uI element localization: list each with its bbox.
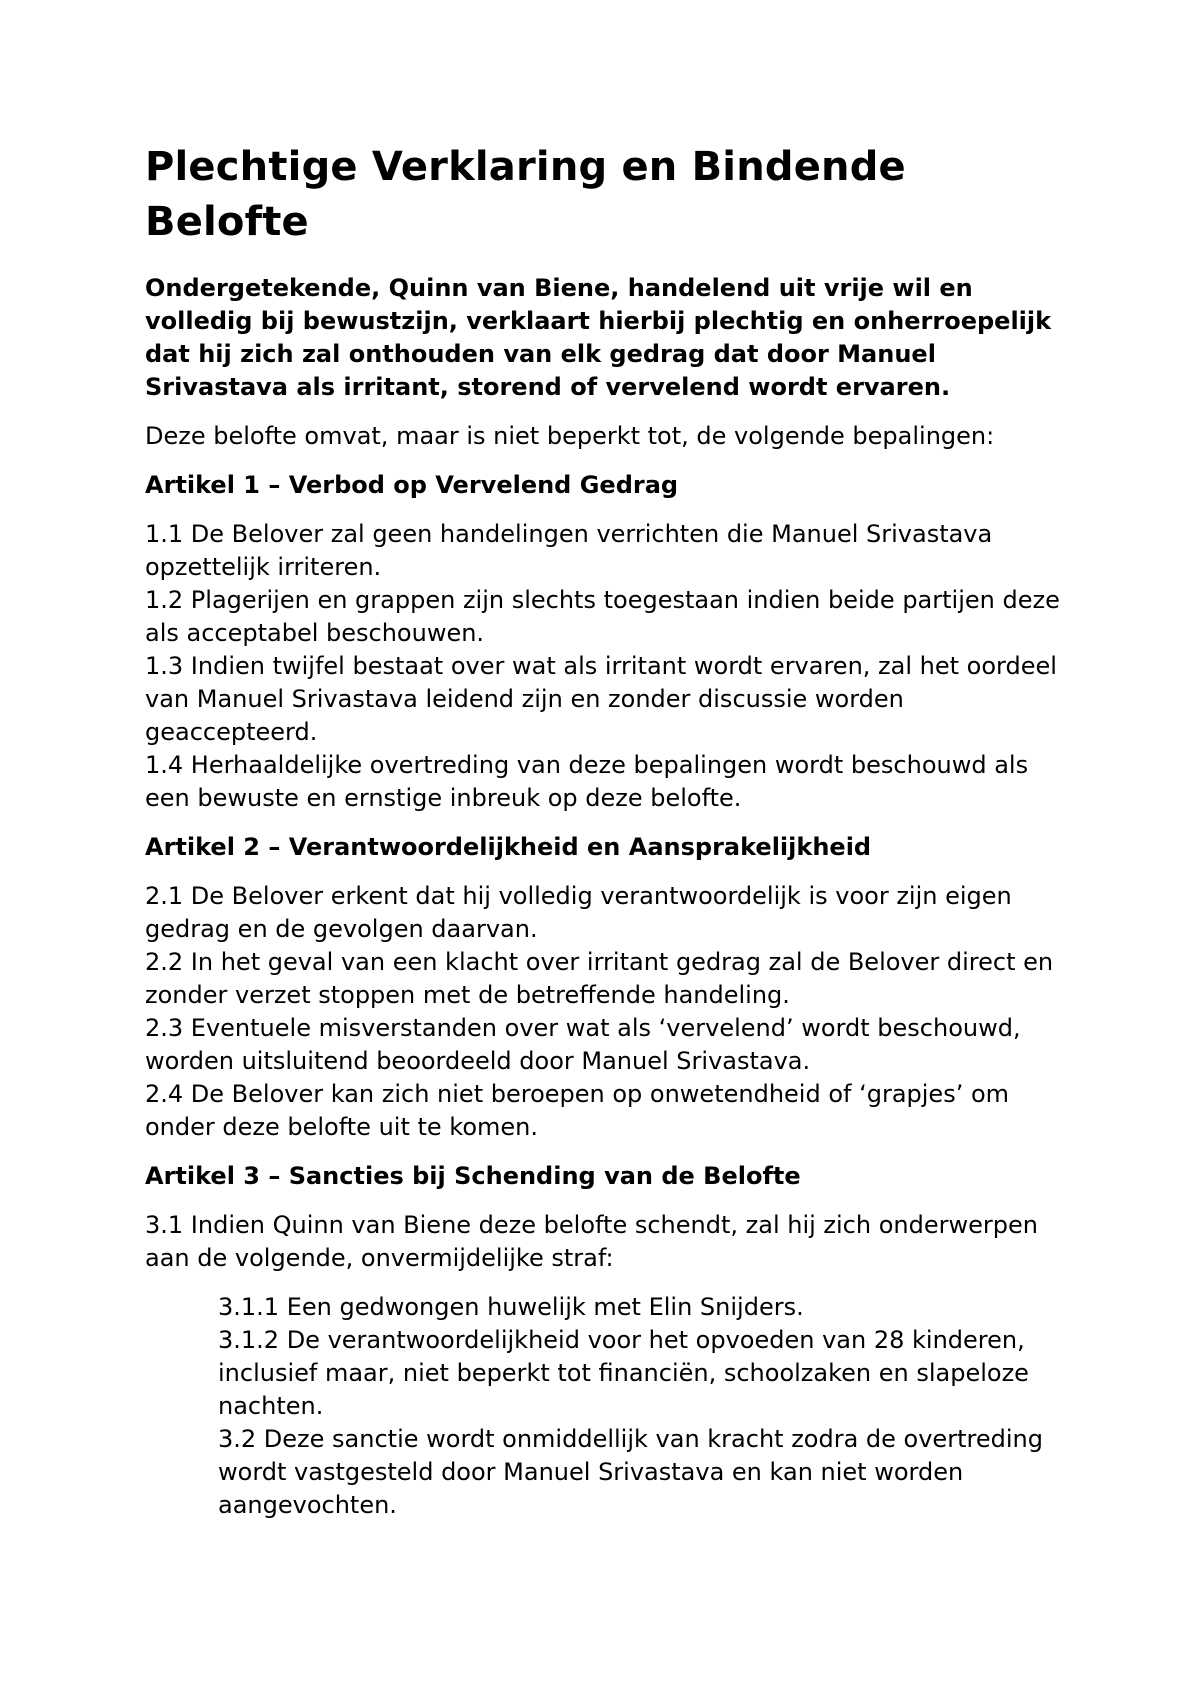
article-heading: Artikel 3 – Sancties bij Schending van de Belofte: [145, 1162, 801, 1190]
clause: 1.3 Indien twijfel bestaat over wat als irritant wordt ervaren, zal het oordeel van Manuel Srivastava leidend zijn en zonder discussie worden geaccepteerd.: [145, 652, 1057, 746]
subclause: 3.1.1 Een gedwongen huwelijk met Elin Snijders.: [218, 1293, 804, 1321]
subclause: 3.2 Deze sanctie wordt onmiddellijk van kracht zodra de overtreding wordt vastgesteld door Manuel Srivastava en kan niet worden aangevochten.: [218, 1425, 1043, 1519]
intro-paragraph: Ondergetekende, Quinn van Biene, handelend uit vrije wil en volledig bij bewustzijn, verklaart hierbij plechtig en onherroepelijk dat hij zich zal onthouden van elk gedrag dat door Manuel Srivastava als irritant, storend of vervelend wordt ervaren.: [145, 274, 1052, 401]
clause-list: [145, 518, 1075, 815]
clause-list: [145, 880, 1075, 1144]
clause: 2.3 Eventuele misverstanden over wat als ‘vervelend’ wordt beschouwd, worden uitsluitend beoordeeld door Manuel Srivastava.: [145, 1014, 1021, 1075]
subclause: 3.1.2 De verantwoordelijkheid voor het opvoeden van 28 kinderen, inclusief maar, niet beperkt tot financiën, schoolzaken en slapeloze nachten.: [218, 1326, 1029, 1420]
article-heading: Artikel 1 – Verbod op Vervelend Gedrag: [145, 471, 679, 499]
clause: 2.1 De Belover erkent dat hij volledig verantwoordelijk is voor zijn eigen gedrag en de gevolgen daarvan.: [145, 882, 1012, 943]
clause-list: [145, 1209, 1075, 1275]
clause: 1.2 Plagerijen en grappen zijn slechts toegestaan indien beide partijen deze als acceptabel beschouwen.: [145, 586, 1060, 647]
subclause-list: [218, 1291, 1075, 1522]
article-1: [145, 469, 1075, 815]
article-3: [145, 1160, 1075, 1522]
clause: 3.1 Indien Quinn van Biene deze belofte schendt, zal hij zich onderwerpen aan de volgende, onvermijdelijke straf:: [145, 1211, 1038, 1272]
document-title: Plechtige Verklaring en Bindende Belofte: [145, 144, 906, 245]
clause: 1.1 De Belover zal geen handelingen verrichten die Manuel Srivastava opzettelijk irriteren.: [145, 520, 993, 581]
document-page: [145, 140, 1075, 1522]
article-heading: Artikel 2 – Verantwoordelijkheid en Aansprakelijkheid: [145, 833, 872, 861]
clause: 2.2 In het geval van een klacht over irritant gedrag zal de Belover direct en zonder verzet stoppen met de betreffende handeling.: [145, 948, 1054, 1009]
clause: 2.4 De Belover kan zich niet beroepen op onwetendheid of ‘grapjes’ om onder deze belofte uit te komen.: [145, 1080, 1010, 1141]
clause: 1.4 Herhaaldelijke overtreding van deze bepalingen wordt beschouwd als een bewuste en ernstige inbreuk op deze belofte.: [145, 751, 1029, 812]
article-2: [145, 831, 1075, 1144]
lead-paragraph: Deze belofte omvat, maar is niet beperkt tot, de volgende bepalingen:: [145, 422, 995, 450]
